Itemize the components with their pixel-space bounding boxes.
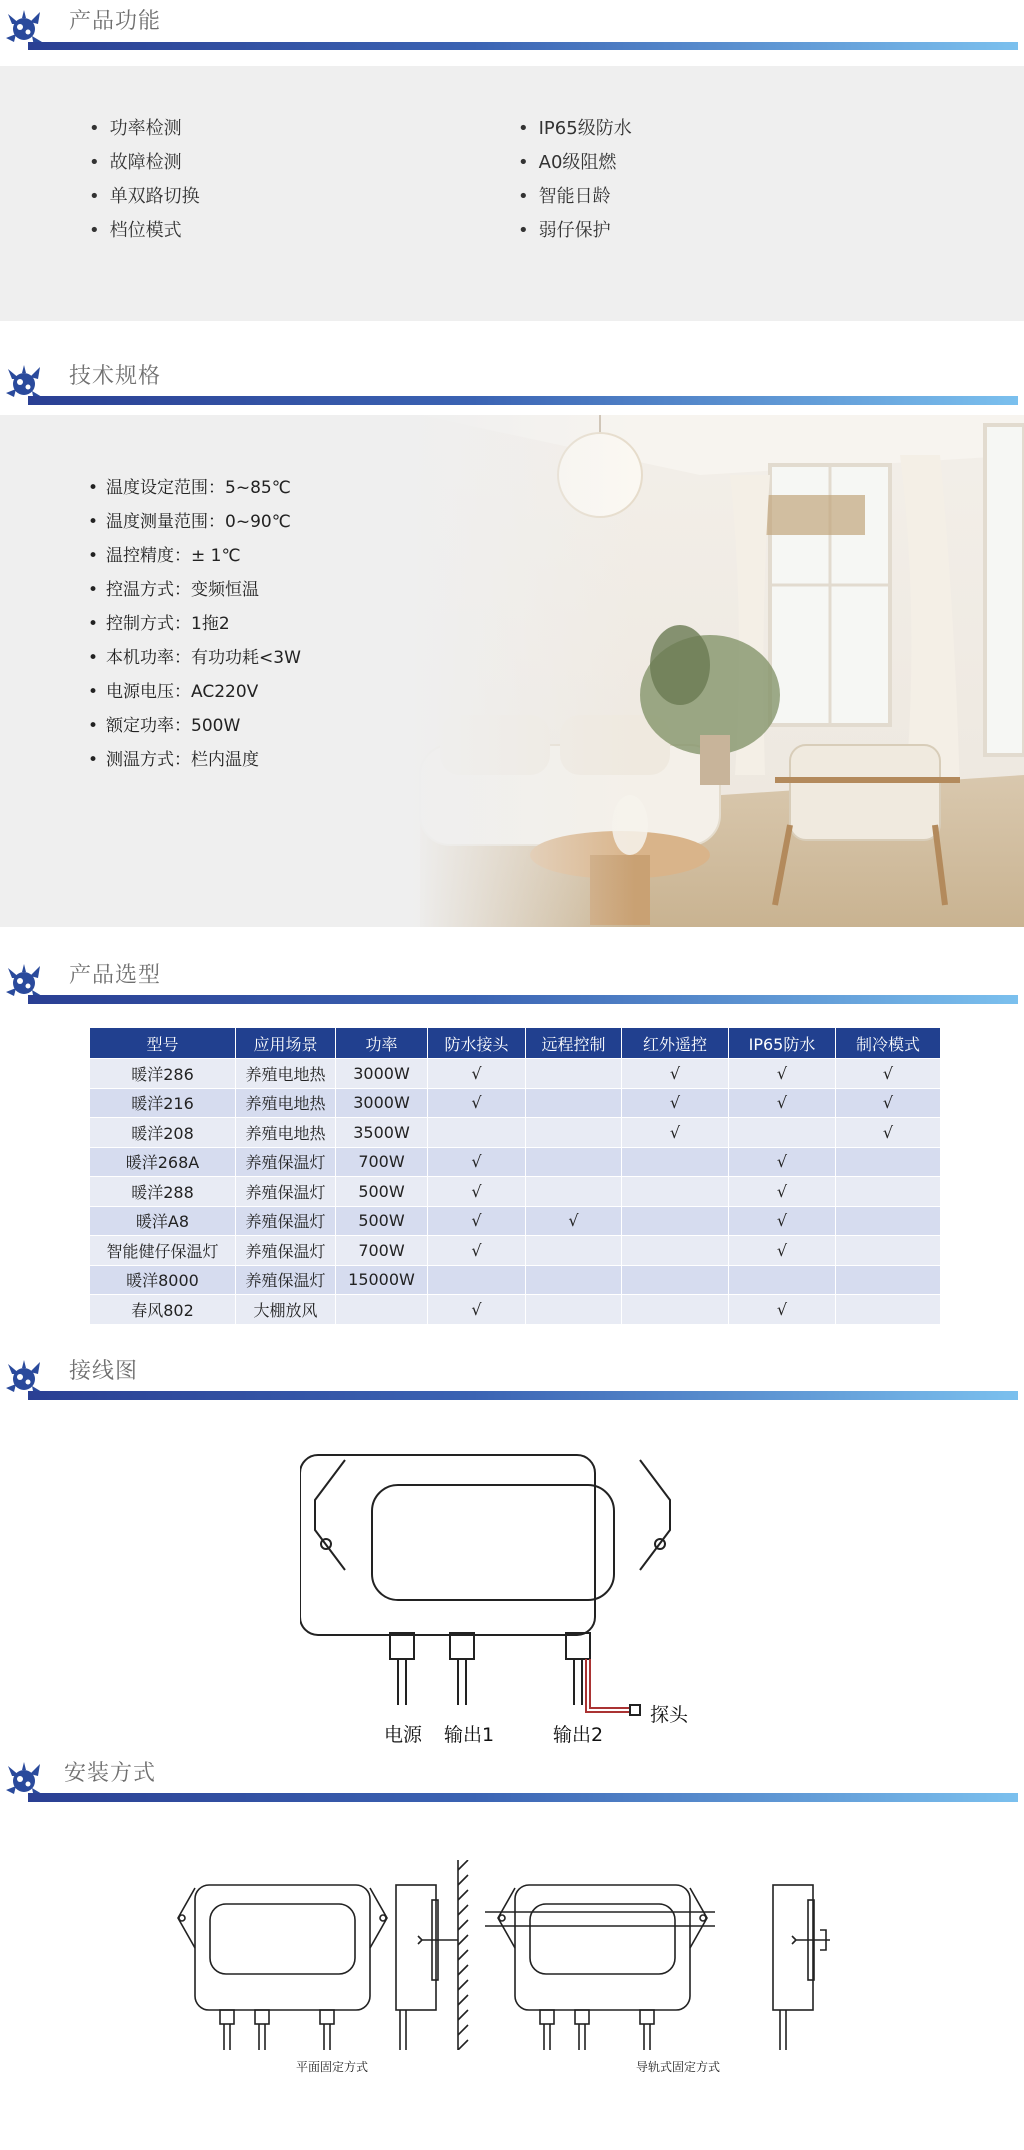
header-divider [28, 995, 1018, 1004]
table-header-cell: 应用场景 [236, 1028, 336, 1059]
table-cell [428, 1265, 526, 1295]
table-header-row [90, 1028, 941, 1059]
table-header-cell: 型号 [90, 1028, 236, 1059]
table-body [90, 1059, 941, 1325]
feature-item: • 档位模式 [89, 216, 182, 242]
table-cell: √ [622, 1088, 729, 1118]
table-cell: √ [729, 1088, 836, 1118]
table-row [90, 1088, 941, 1118]
table-header-cell: 红外遥控 [622, 1028, 729, 1059]
table-cell: √ [729, 1059, 836, 1089]
spec-item: • 控温方式：变频恒温 [88, 575, 259, 600]
wiring-label-output1: 输出1 [444, 1724, 495, 1746]
table-cell: √ [836, 1059, 941, 1089]
features-panel [0, 66, 1024, 321]
table-cell [526, 1295, 622, 1325]
table-header-cell: 制冷模式 [836, 1028, 941, 1059]
install-caption-rail: 导轨式固定方式 [636, 2060, 721, 2074]
install-header [0, 1752, 1024, 1802]
wiring-diagram [300, 1440, 720, 1740]
table-cell: 500W [336, 1206, 428, 1236]
spec-item: • 温控精度：± 1℃ [88, 541, 241, 566]
wiring-header [0, 1350, 1024, 1400]
table-cell: √ [428, 1206, 526, 1236]
table-cell: √ [428, 1059, 526, 1089]
feature-item: • A0级阻燃 [518, 148, 616, 174]
table-cell: √ [729, 1236, 836, 1266]
table-cell: √ [836, 1118, 941, 1148]
table-cell: √ [428, 1177, 526, 1207]
table-cell [622, 1177, 729, 1207]
table-cell [526, 1059, 622, 1089]
table-cell [526, 1147, 622, 1177]
spec-item: • 额定功率：500W [88, 711, 240, 736]
specs-title: 技术规格 [69, 364, 162, 389]
table-header-cell: 功率 [336, 1028, 428, 1059]
table-cell [836, 1206, 941, 1236]
feature-item: • 单双路切换 [89, 182, 200, 208]
table-cell: 700W [336, 1236, 428, 1266]
table-cell: √ [729, 1177, 836, 1207]
table-cell: 养殖保温灯 [236, 1206, 336, 1236]
table-row [90, 1206, 941, 1236]
table-cell [836, 1265, 941, 1295]
features-title: 产品功能 [69, 9, 162, 34]
wiring-label-output2: 输出2 [553, 1724, 604, 1746]
table-cell [336, 1295, 428, 1325]
header-divider [28, 42, 1018, 50]
table-cell: 养殖保温灯 [236, 1177, 336, 1207]
table-cell: 养殖保温灯 [236, 1265, 336, 1295]
table-cell: √ [622, 1118, 729, 1148]
spec-item: • 本机功率：有功功耗<3W [88, 643, 301, 668]
header-divider [28, 1793, 1018, 1802]
table-row [90, 1236, 941, 1266]
table-cell: 暖洋288 [90, 1177, 236, 1207]
install-title: 安装方式 [64, 1761, 157, 1786]
table-header-cell: 防水接头 [428, 1028, 526, 1059]
feature-item: • IP65级防水 [518, 114, 632, 140]
table-cell: 暖洋268A [90, 1147, 236, 1177]
table-cell: 3500W [336, 1118, 428, 1148]
install-diagram [170, 1860, 880, 2050]
table-cell: 暖洋208 [90, 1118, 236, 1148]
table-row [90, 1059, 941, 1089]
install-caption-flat: 平面固定方式 [296, 2060, 369, 2074]
table-cell: 养殖电地热 [236, 1059, 336, 1089]
table-cell: 15000W [336, 1265, 428, 1295]
table-cell: √ [836, 1088, 941, 1118]
table-cell [622, 1265, 729, 1295]
wiring-label-probe: 探头 [650, 1704, 689, 1726]
table-header-cell: 远程控制 [526, 1028, 622, 1059]
table-cell: √ [729, 1206, 836, 1236]
selection-header [0, 954, 1024, 1004]
table-cell: 暖洋286 [90, 1059, 236, 1089]
table-row [90, 1265, 941, 1295]
table-cell: 暖洋216 [90, 1088, 236, 1118]
table-cell: 3000W [336, 1059, 428, 1089]
wiring-label-power: 电源 [384, 1724, 423, 1746]
spec-item: • 测温方式：栏内温度 [88, 745, 259, 770]
wiring-title: 接线图 [69, 1359, 139, 1384]
table-cell: √ [729, 1295, 836, 1325]
table-cell: √ [428, 1236, 526, 1266]
table-cell: √ [428, 1295, 526, 1325]
table-row [90, 1295, 941, 1325]
selection-title: 产品选型 [69, 963, 162, 988]
table-cell: √ [428, 1147, 526, 1177]
table-cell [526, 1265, 622, 1295]
specs-panel [0, 415, 1024, 927]
table-cell: √ [622, 1059, 729, 1089]
table-cell: 养殖电地热 [236, 1088, 336, 1118]
spec-item: • 温度设定范围：5~85℃ [88, 473, 291, 498]
feature-item: • 功率检测 [89, 114, 182, 140]
table-cell: 3000W [336, 1088, 428, 1118]
table-cell [729, 1265, 836, 1295]
table-cell: 暖洋8000 [90, 1265, 236, 1295]
spec-item: • 控制方式：1拖2 [88, 609, 230, 634]
table-cell [836, 1295, 941, 1325]
table-cell [526, 1236, 622, 1266]
header-divider [28, 396, 1018, 405]
table-cell: √ [428, 1088, 526, 1118]
table-cell [428, 1118, 526, 1148]
feature-item: • 智能日龄 [518, 182, 611, 208]
table-cell [526, 1177, 622, 1207]
table-row [90, 1177, 941, 1207]
features-header [0, 0, 1024, 50]
table-cell: 养殖电地热 [236, 1118, 336, 1148]
feature-item: • 弱仔保护 [518, 216, 611, 242]
table-cell [836, 1177, 941, 1207]
table-cell: 500W [336, 1177, 428, 1207]
specs-header [0, 355, 1024, 405]
table-cell: 春风802 [90, 1295, 236, 1325]
table-row [90, 1147, 941, 1177]
table-cell: 暖洋A8 [90, 1206, 236, 1236]
table-cell [622, 1147, 729, 1177]
table-cell: 智能健仔保温灯 [90, 1236, 236, 1266]
table-cell [836, 1236, 941, 1266]
table-header-cell: IP65防水 [729, 1028, 836, 1059]
table-cell: 养殖保温灯 [236, 1236, 336, 1266]
table-cell: 大棚放风 [236, 1295, 336, 1325]
product-selection-table [89, 1027, 941, 1325]
table-cell: √ [526, 1206, 622, 1236]
table-cell [526, 1118, 622, 1148]
header-divider [28, 1391, 1018, 1400]
feature-item: • 故障检测 [89, 148, 182, 174]
table-cell [526, 1088, 622, 1118]
table-cell [622, 1295, 729, 1325]
table-cell: 700W [336, 1147, 428, 1177]
spec-item: • 电源电压：AC220V [88, 677, 258, 702]
table-cell: 养殖保温灯 [236, 1147, 336, 1177]
table-cell: √ [729, 1147, 836, 1177]
spec-item: • 温度测量范围：0~90℃ [88, 507, 291, 532]
table-cell [622, 1236, 729, 1266]
table-cell [622, 1206, 729, 1236]
table-cell [729, 1118, 836, 1148]
table-row [90, 1118, 941, 1148]
table-cell [836, 1147, 941, 1177]
